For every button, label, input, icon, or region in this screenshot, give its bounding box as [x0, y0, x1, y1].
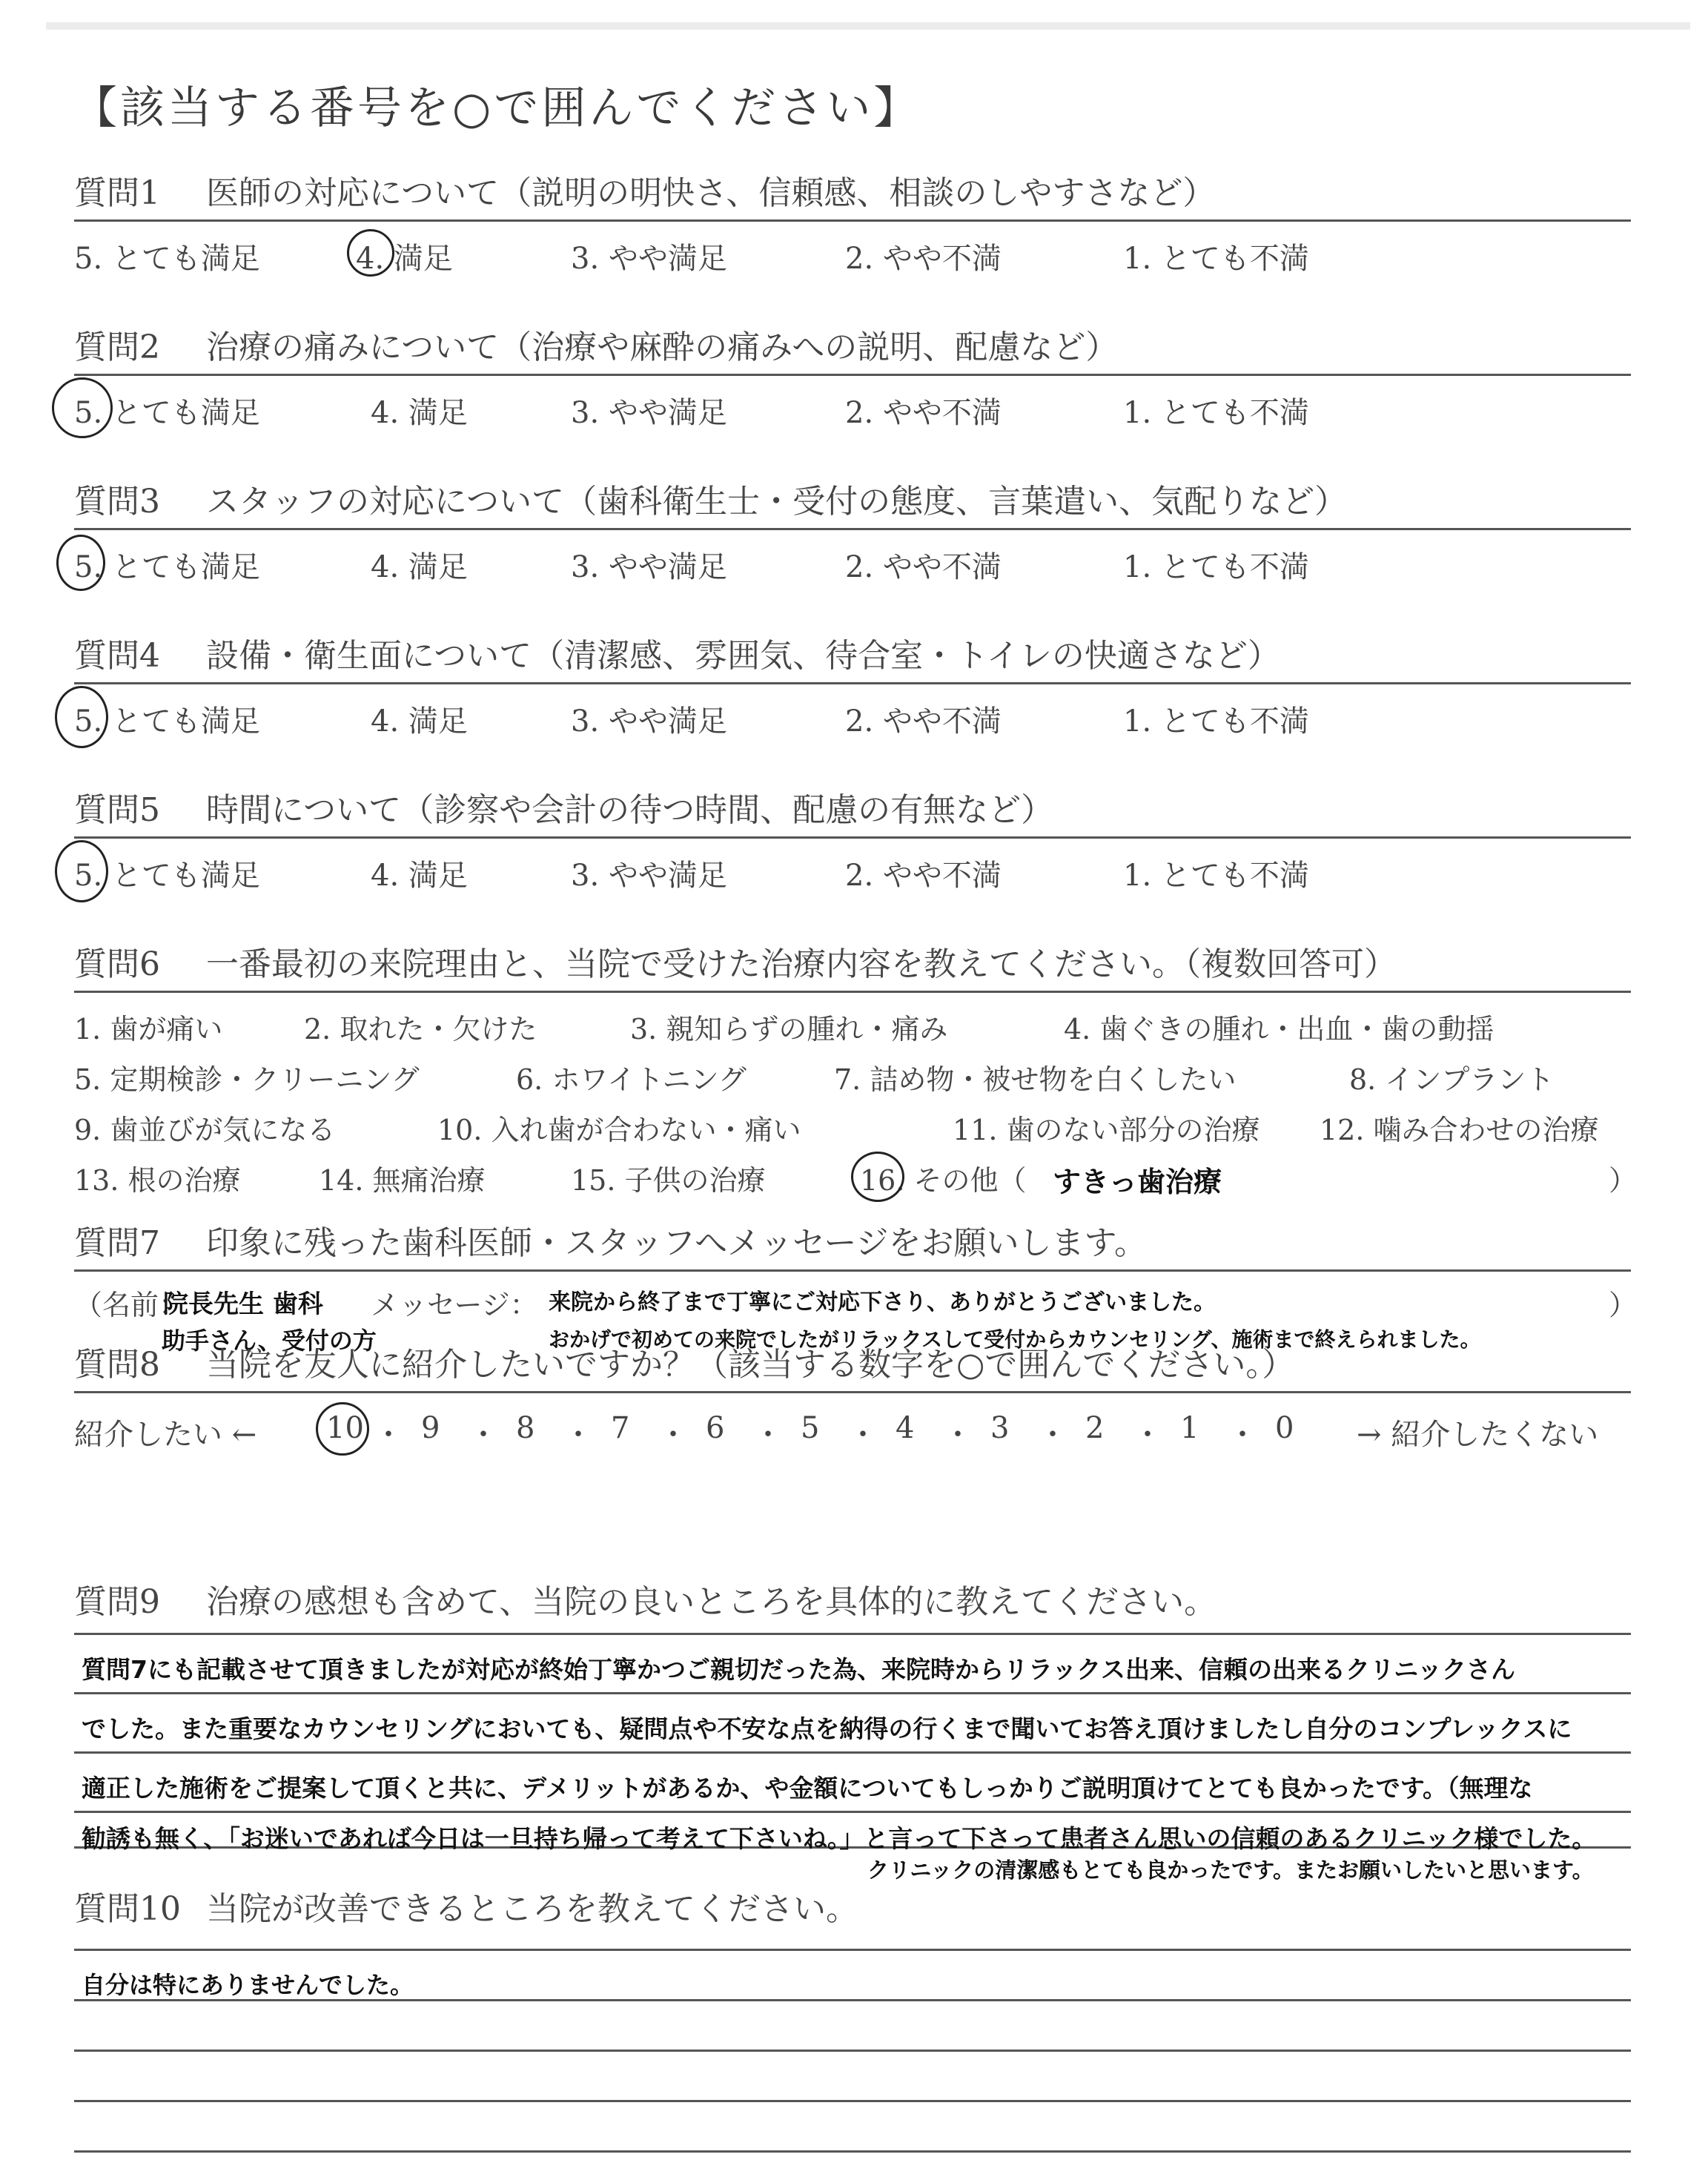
question-number: 質問6 — [74, 945, 160, 983]
scale-value-10[interactable]: 10 — [326, 1411, 364, 1445]
scale-value-9[interactable]: 9 — [421, 1411, 440, 1445]
scale-separator: ・ — [1133, 1418, 1162, 1452]
reason-14[interactable]: 14. 無痛治療 — [319, 1164, 486, 1197]
question-10-number: 質問10 — [74, 1890, 181, 1928]
question-number: 質問5 — [74, 791, 160, 829]
scale-value-5[interactable]: 5 — [801, 1411, 820, 1445]
option-3[interactable]: 3. やや満足 — [571, 859, 727, 893]
reason-1[interactable]: 1. 歯が痛い — [74, 1013, 223, 1046]
question-1 — [74, 148, 1631, 281]
option-5[interactable]: 5. とても満足 — [74, 550, 260, 584]
scan-top-edge — [46, 22, 1690, 30]
reason-16-other[interactable]: 16. その他（ — [860, 1164, 1027, 1197]
other-answer-handwriting: すきっ歯治療 — [1053, 1166, 1222, 1198]
question-9 — [74, 1550, 1631, 1621]
selection-circle — [52, 377, 113, 438]
q9-handwriting-line4: 勧誘も無く、「お迷いであれば今日は一旦持ち帰って考えて下さいね。」と言って下さって患者さん思いの信頼のあるクリニック様でした。 — [82, 1824, 1597, 1853]
question-3 — [74, 457, 1631, 589]
scale-left-label: 紹介したい ← — [74, 1418, 257, 1452]
answer-line — [74, 2100, 1631, 2102]
question-text: 治療の感想も含めて、当院の良いところを具体的に教えてください。 — [206, 1583, 1217, 1621]
scale-value-7[interactable]: 7 — [611, 1411, 630, 1445]
scale-value-3[interactable]: 3 — [990, 1411, 1010, 1445]
option-2[interactable]: 2. やや不満 — [845, 242, 1002, 276]
answer-line — [74, 2150, 1631, 2153]
question-4 — [74, 611, 1631, 744]
reason-6[interactable]: 6. ホワイトニング — [516, 1063, 747, 1096]
message-label: メッセージ： — [371, 1289, 538, 1321]
option-5[interactable]: 5. とても満足 — [74, 859, 260, 893]
answer-line — [74, 1692, 1631, 1694]
q9-handwriting-line3: 適正した施術をご提案して頂くと共に、デメリットがあるか、や金額についてもしっかりご説明頂けてとても良かったです。（無理な — [82, 1774, 1533, 1803]
question-text: 治療の痛みについて（治療や麻酔の痛みへの説明、配慮など） — [206, 328, 1119, 366]
reason-8[interactable]: 8. インプラント — [1349, 1063, 1555, 1096]
reason-5[interactable]: 5. 定期検診・クリーニング — [74, 1063, 420, 1096]
reason-13[interactable]: 13. 根の治療 — [74, 1164, 241, 1197]
reason-7[interactable]: 7. 詰め物・被せ物を白くしたい — [834, 1063, 1237, 1096]
reason-3[interactable]: 3. 親知らずの腫れ・痛み — [630, 1013, 948, 1046]
scale-separator: ・ — [563, 1418, 593, 1452]
question-6 — [74, 919, 1638, 1200]
selection-circle — [56, 535, 105, 591]
scale-value-1[interactable]: 1 — [1180, 1411, 1199, 1445]
question-number: 質問1 — [74, 174, 160, 212]
message-handwriting-line1: 来院から終了まで丁寧にご対応下さり、ありがとうございました。 — [549, 1289, 1216, 1315]
other-close-paren: ） — [1609, 1164, 1638, 1197]
question-number: 質問9 — [74, 1583, 160, 1621]
question-text: スタッフの対応について（歯科衛生士・受付の態度、言葉遣い、気配りなど） — [206, 483, 1348, 521]
scale-value-0[interactable]: 0 — [1275, 1411, 1294, 1445]
reason-10[interactable]: 10. 入れ歯が合わない・痛い — [437, 1114, 801, 1146]
option-3[interactable]: 3. やや満足 — [571, 704, 727, 739]
question-10-text: 当院が改善できるところを教えてください。 — [206, 1890, 858, 1928]
option-2[interactable]: 2. やや不満 — [845, 704, 1002, 739]
option-3[interactable]: 3. やや満足 — [571, 550, 727, 584]
reason-12[interactable]: 12. 噛み合わせの治療 — [1320, 1114, 1599, 1146]
scale-value-2[interactable]: 2 — [1085, 1411, 1105, 1445]
option-2[interactable]: 2. やや不満 — [845, 859, 1002, 893]
option-3[interactable]: 3. やや満足 — [571, 396, 727, 430]
option-1[interactable]: 1. とても不満 — [1123, 242, 1309, 276]
selection-circle — [347, 229, 394, 277]
scale-value-4[interactable]: 4 — [896, 1411, 915, 1445]
name-label: （名前： — [74, 1289, 188, 1321]
question-text: 設備・衛生面について（清潔感、雰囲気、待合室・トイレの快適さなど） — [206, 637, 1280, 675]
selection-circle — [851, 1152, 904, 1202]
q9-handwriting-line5: クリニックの清潔感もとても良かったです。またお願いしたいと思います。 — [867, 1857, 1594, 1883]
question-text: 時間について（診察や会計の待つ時間、配慮の有無など） — [206, 791, 1054, 829]
name-handwriting-line1: 院長先生 歯科 — [163, 1289, 323, 1319]
option-1[interactable]: 1. とても不満 — [1123, 859, 1309, 893]
option-4[interactable]: 4. 満足 — [371, 859, 468, 893]
option-4[interactable]: 4. 満足 — [371, 704, 468, 739]
scale-value-8[interactable]: 8 — [516, 1411, 535, 1445]
option-1[interactable]: 1. とても不満 — [1123, 396, 1309, 430]
reason-9[interactable]: 9. 歯並びが気になる — [74, 1114, 336, 1146]
option-5[interactable]: 5. とても満足 — [74, 242, 260, 276]
option-4[interactable]: 4. 満足 — [371, 550, 468, 584]
question-number: 質問4 — [74, 637, 160, 675]
scale-separator: ・ — [658, 1418, 688, 1452]
option-5[interactable]: 5. とても満足 — [74, 704, 260, 739]
scale-separator: ・ — [753, 1418, 783, 1452]
selection-circle — [55, 686, 108, 748]
scale-value-6[interactable]: 6 — [706, 1411, 725, 1445]
question-number: 質問7 — [74, 1224, 160, 1262]
option-5[interactable]: 5. とても満足 — [74, 396, 260, 430]
reason-15[interactable]: 15. 子供の治療 — [571, 1164, 766, 1197]
question-number: 質問3 — [74, 483, 160, 521]
option-1[interactable]: 1. とても不満 — [1123, 704, 1309, 739]
answer-line — [74, 1949, 1631, 1951]
question-2 — [74, 303, 1631, 435]
scale-separator: ・ — [1038, 1418, 1068, 1452]
option-3[interactable]: 3. やや満足 — [571, 242, 727, 276]
recommend-scale — [74, 1393, 1631, 1456]
question-text: 当院を友人に紹介したいですか？（該当する数字を○で囲んでください。） — [206, 1346, 1295, 1384]
answer-line — [74, 2050, 1631, 2052]
answer-line — [74, 1633, 1631, 1635]
option-2[interactable]: 2. やや不満 — [845, 396, 1002, 430]
option-1[interactable]: 1. とても不満 — [1123, 550, 1309, 584]
name-handwriting-line2: 助手さん、受付の方 — [162, 1327, 377, 1355]
answer-line — [74, 1811, 1631, 1813]
option-4[interactable]: 4. 満足 — [371, 396, 468, 430]
selection-circle — [55, 840, 108, 902]
scale-separator: ・ — [848, 1418, 878, 1452]
scale-separator: ・ — [469, 1418, 498, 1452]
scale-separator: ・ — [943, 1418, 973, 1452]
reason-2[interactable]: 2. 取れた・欠けた — [304, 1013, 537, 1046]
scale-separator: ・ — [1228, 1418, 1257, 1452]
question-text: 印象に残った歯科医師・スタッフへメッセージをお願いします。 — [206, 1224, 1147, 1262]
question-8 — [74, 1342, 1631, 1456]
scale-separator: ・ — [374, 1418, 403, 1452]
option-2[interactable]: 2. やや不満 — [845, 550, 1002, 584]
answer-line — [74, 1751, 1631, 1754]
q9-handwriting-line1: 質問7にも記載させて頂きましたが対応が終始丁寧かつご親切だった為、来院時からリラックス出来、信頼の出来るクリニックさん — [82, 1655, 1515, 1684]
scale-right-label: → 紹介したくない — [1357, 1418, 1599, 1452]
question-number: 質問2 — [74, 328, 160, 366]
page-title: 【該当する番号を○で囲んでください】 — [73, 82, 921, 134]
message-handwriting-line2: おかげで初めての来院でしたがリラックスして受付からカウンセリング、施術まで終えられました。 — [549, 1327, 1481, 1352]
q9-handwriting-line2: でした。また重要なカウンセリングにおいても、疑問点や不安な点を納得の行くまで聞いてお答え頂けましたし自分のコンプレックスに — [82, 1714, 1572, 1743]
selection-circle — [316, 1402, 369, 1456]
question-5 — [74, 765, 1631, 898]
question-7 — [74, 1198, 1638, 1355]
question-text: 医師の対応について（説明の明快さ、信頼感、相談のしやすさなど） — [206, 174, 1216, 212]
option-4[interactable]: 4. 満足 — [356, 242, 453, 276]
reason-11[interactable]: 11. 歯のない部分の治療 — [953, 1114, 1260, 1146]
message-close-paren: ） — [1609, 1289, 1638, 1321]
question-text: 一番最初の来院理由と、当院で受けた治療内容を教えてください。（複数回答可） — [206, 945, 1397, 983]
reason-4[interactable]: 4. 歯ぐきの腫れ・出血・歯の動揺 — [1064, 1013, 1494, 1046]
question-number: 質問8 — [74, 1346, 160, 1384]
q10-handwriting: 自分は特にありませんでした。 — [82, 1971, 414, 1999]
